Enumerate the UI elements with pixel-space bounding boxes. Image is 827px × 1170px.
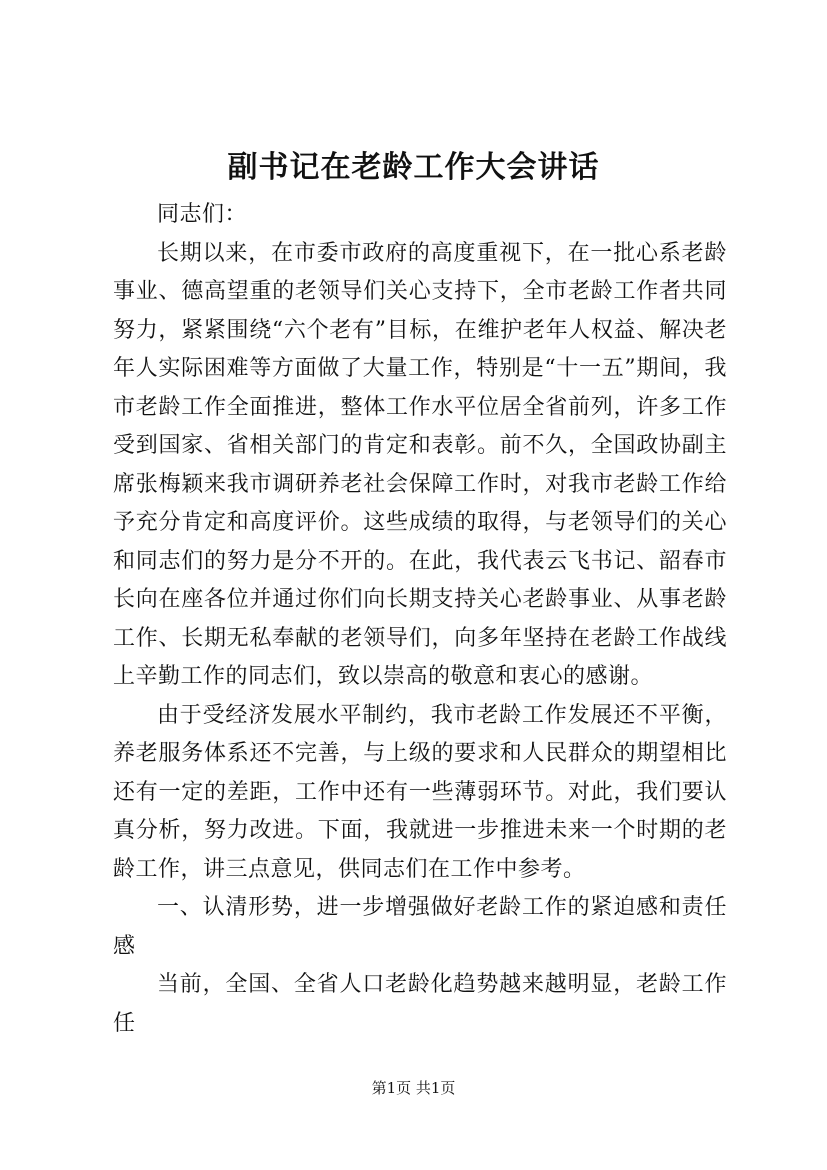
- section-heading-one: 一、认清形势，进一步增强做好老龄工作的紧迫感和责任感: [113, 895, 727, 959]
- achievements-paragraph: 长期以来，在市委市政府的高度重视下，在一批心系老龄事业、德高望重的老领导们关心支持下，全市老龄工作者共同努力，紧紧围绕“六个老有”目标，在维护老年人权益、解决老年人实际困难等方面做了大量工作，特别是“十一五”期间，我市老龄工作全面推进，整体工作水平位居全省前列，许多工作受到国家、省相关部门的肯定和表彰。前不久，全国政协副主席张梅颖来我市调研养老社会保障工作时，对我市老龄工作给予充分肯定和高度评价。这些成绩的取得，与老领导们的关心和同志们的努力是分不开的。在此，我代表云飞书记、韶春市长向在座各位并通过你们向长期支持关心老龄事业、从事老龄工作、长期无私奉献的老领导们，向多年坚持在老龄工作战线上辛勤工作的同志们，致以崇高的敬意和衷心的感谢。: [113, 240, 727, 689]
- shortcomings-paragraph: 由于受经济发展水平制约，我市老龄工作发展还不平衡，养老服务体系还不完善，与上级的要求和人民群众的期望相比还有一定的差距，工作中还有一些薄弱环节。对此，我们要认真分析，努力改进。下面，我就进一步推进未来一个时期的老龄工作，讲三点意见，供同志们在工作中参考。: [113, 702, 727, 882]
- document-title: 副书记在老龄工作大会讲话: [227, 150, 600, 185]
- salutation-paragraph: 同志们：: [157, 202, 248, 227]
- document-body: [113, 196, 727, 1043]
- page-footer: 第1页 共1页: [371, 1079, 456, 1097]
- situation-paragraph: 当前，全国、全省人口老龄化趋势越来越明显，老龄工作任: [113, 972, 727, 1036]
